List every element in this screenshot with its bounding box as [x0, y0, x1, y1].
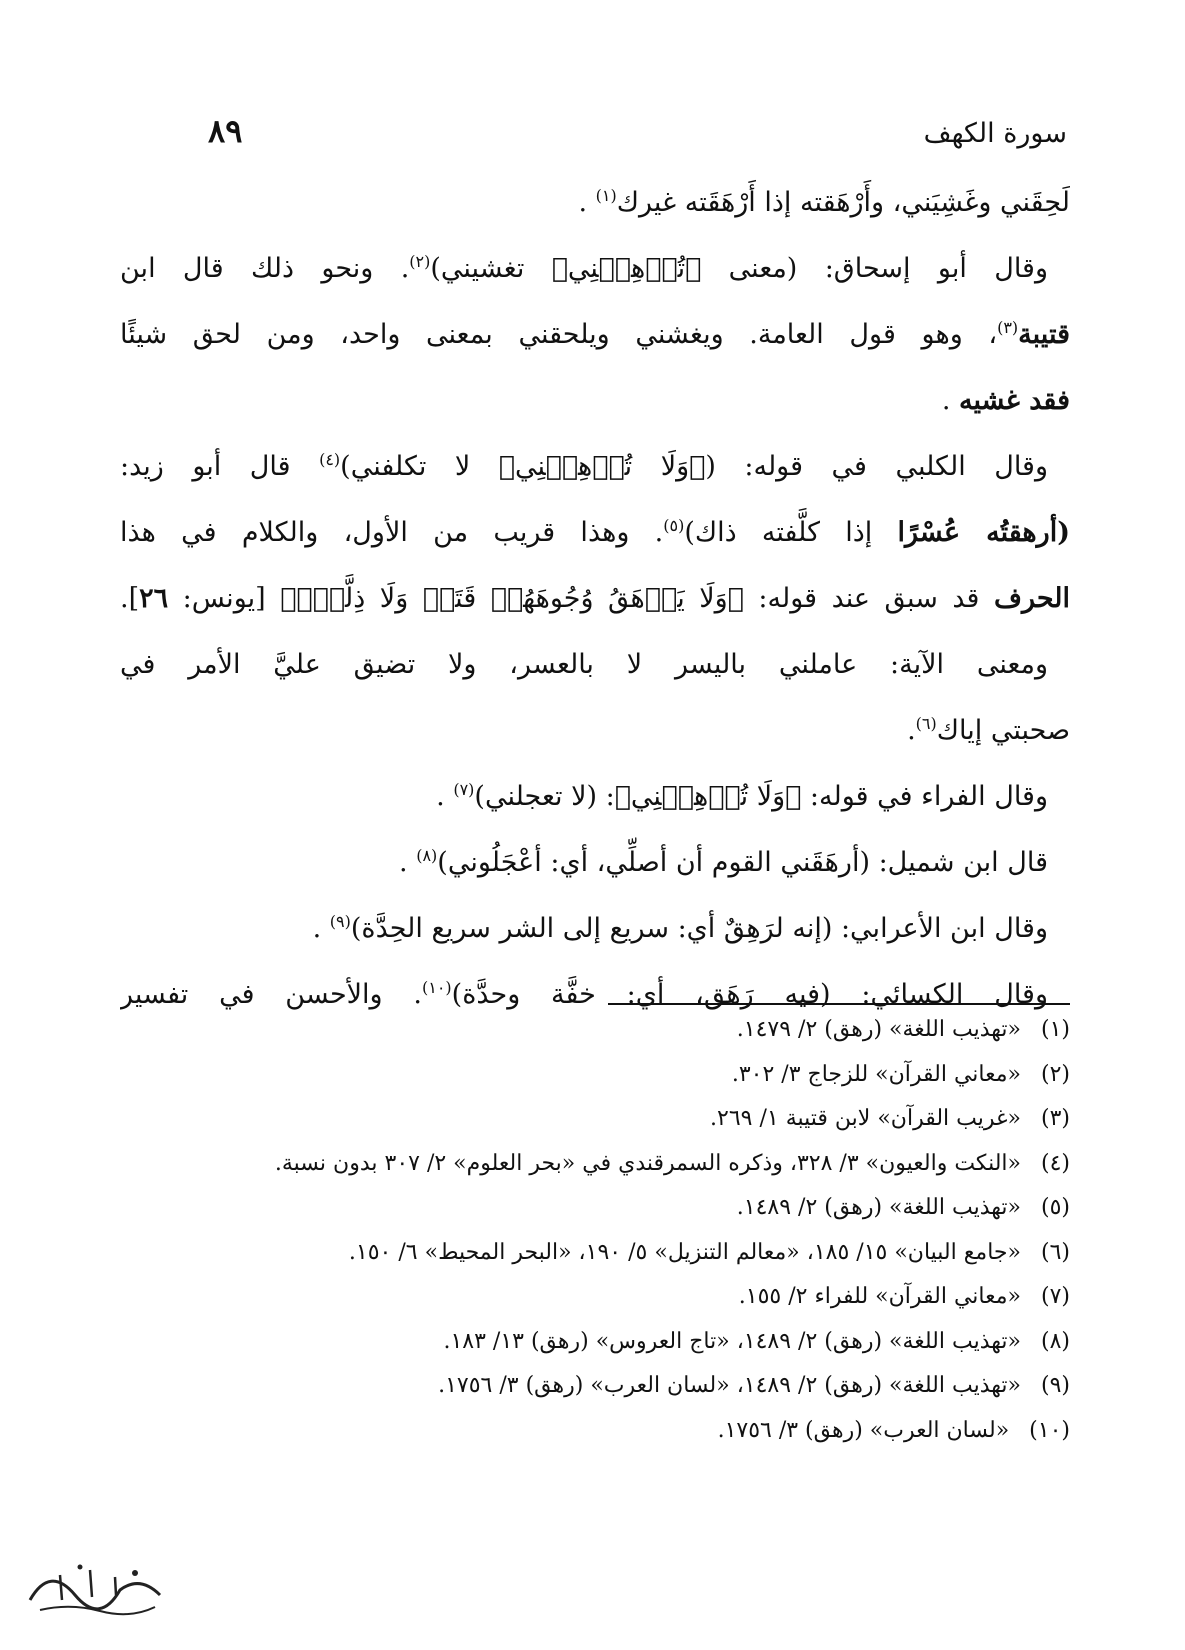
footnote-number: (١٠) — [1029, 1417, 1070, 1443]
footnote-text: «تهذيب اللغة» (رهق) ٢/ ١٤٨٩، «لسان العرب» (رهق) ٣/ ١٧٥٦. — [438, 1373, 1021, 1398]
text-line — [120, 500, 1070, 566]
text-span: . — [312, 913, 330, 944]
footnote-text: «معاني القرآن» للفراء ٢/ ١٥٥. — [738, 1284, 1021, 1309]
footnote-ref: (٢) — [409, 252, 431, 271]
footnote-number: (٩) — [1040, 1373, 1070, 1398]
footnote-text: «تهذيب اللغة» (رهق) ٢/ ١٤٨٩، «تاج العروس» (رهق) ١٣/ ١٨٣. — [443, 1328, 1021, 1354]
footnotes — [110, 1008, 1070, 1453]
footnote-text: «تهذيب اللغة» (رهق) ٢/ ١٤٧٩. — [736, 1017, 1021, 1042]
text-line — [120, 170, 1070, 236]
footnote-text: «النكت والعيون» ٣/ ٣٢٨، وذكره السمرقندي في «بحر العلوم» ٢/ ٣٠٧ بدون نسبة. — [274, 1150, 1021, 1176]
footnote-ref: (١) — [595, 186, 617, 205]
text-line — [120, 368, 1070, 434]
text-line — [120, 434, 1070, 500]
text-line — [120, 632, 1070, 698]
footnote-text: «جامع البيان» ١٥/ ١٨٥، «معالم التنزيل» ٥/ ١٩٠، «البحر المحيط» ٦/ ١٥٠. — [348, 1239, 1021, 1265]
footnote-text: «تهذيب اللغة» (رهق) ٢/ ١٤٨٩. — [736, 1195, 1021, 1220]
footnote-number: (٧) — [1040, 1284, 1070, 1309]
footnote-ref: (٤) — [319, 450, 341, 469]
text-span: ، وهو قول العامة. ويغشني ويلحقني بمعنى واحد، ومن لحق شيئًا — [120, 319, 998, 350]
footnote — [110, 1364, 1070, 1409]
footnote-divider — [608, 1003, 1070, 1005]
footnote — [110, 1186, 1070, 1231]
bold-text: قتيبة — [1018, 319, 1070, 350]
footnote — [110, 1320, 1070, 1365]
footnote-ref: (١٠) — [421, 978, 452, 997]
text-span: إذا كلَّفته ذاك) — [684, 517, 898, 548]
text-span: ]. — [120, 583, 140, 614]
text-line — [120, 698, 1070, 764]
footnote — [110, 1275, 1070, 1320]
text-span: وقال ابن الأعرابي: (إنه لرَهِقٌ أي: سريع إلى الشر سريع الحِدَّة) — [350, 913, 1048, 944]
surah-title: سورة الكهف — [923, 118, 1067, 149]
footnote-ref: (٧) — [453, 780, 475, 799]
footnote-ref: (٣) — [997, 318, 1019, 337]
footnote — [110, 1409, 1070, 1454]
footnote-number: (٤) — [1040, 1150, 1070, 1176]
footnote-number: (١) — [1040, 1017, 1070, 1042]
text-line — [120, 830, 1070, 896]
footnote-text: «غريب القرآن» لابن قتيبة ١/ ٢٦٩. — [710, 1106, 1021, 1131]
bold-text: الحرف — [993, 583, 1070, 614]
footnote-ref: (٥) — [663, 516, 685, 535]
footnote-text: «معاني القرآن» للزجاج ٣/ ٣٠٢. — [731, 1061, 1021, 1087]
text-span: . — [436, 781, 454, 812]
text-span: ومعنى الآية: عاملني باليسر لا بالعسر، ولا تضيق عليَّ الأمر في — [120, 649, 1048, 680]
text-span: . ونحو ذلك قال ابن — [120, 253, 410, 284]
footnote-ref: (٩) — [329, 912, 351, 931]
footnote-text: «لسان العرب» (رهق) ٣/ ١٧٥٦. — [717, 1417, 1010, 1443]
text-span: وقال الكسائي: (فيه رَهَق، أي: خفَّة وحدَّة) — [451, 979, 1048, 1010]
text-span: . — [941, 385, 960, 416]
text-span: . — [399, 847, 417, 878]
text-line — [120, 896, 1070, 962]
footnote-ref: (٨) — [416, 846, 438, 865]
bold-text: ٢٦ — [139, 583, 169, 614]
bold-text: فقد غشيه — [959, 385, 1070, 416]
text-span: . والأحسن في تفسير — [120, 979, 422, 1010]
main-text — [120, 170, 1070, 1028]
text-span: . — [907, 715, 916, 746]
text-span: وقال الفراء في قوله: ﴿وَلَا تُرۡهِقۡنِي﴾: (لا تعجلني) — [474, 781, 1048, 812]
text-span: . وهذا قريب من الأول، والكلام في هذا — [120, 517, 664, 548]
text-span: قال ابن شميل: (أرهَقَني القوم أن أصلِّي، أي: أعْجَلُوني) — [437, 847, 1048, 878]
footnote — [110, 1097, 1070, 1142]
footnote — [110, 1008, 1070, 1053]
text-span: صحبتي إياك — [936, 715, 1070, 746]
publisher-logo-watermark — [20, 1555, 170, 1625]
footnote — [110, 1053, 1070, 1098]
footnote — [110, 1231, 1070, 1276]
footnote-ref: (٦) — [915, 714, 937, 733]
bold-text: (أرهقتُه عُسْرًا — [897, 517, 1070, 548]
text-span: وقال الكلبي في قوله: (﴿وَلَا تُرۡهِقۡنِي﴾ لا تكلفني) — [340, 451, 1048, 482]
page-number: ٨٩ — [208, 112, 243, 150]
text-span: وقال أبو إسحاق: (معنى ﴿تُرۡهِقۡنِي﴾ تغشيني) — [430, 253, 1048, 284]
footnote-number: (٦) — [1040, 1239, 1070, 1265]
footnote-number: (٣) — [1040, 1106, 1070, 1131]
text-span: قد سبق عند قوله: ﴿وَلَا يَرۡهَقُ وُجُوهَهُمۡ قَتَرٞ وَلَا ذِلَّةٌۚ﴾ [يونس: — [168, 583, 994, 614]
footnote-number: (٥) — [1040, 1195, 1070, 1220]
text-span: . — [578, 187, 596, 218]
footnote-number: (٢) — [1040, 1061, 1070, 1087]
text-line — [120, 764, 1070, 830]
text-span: قال أبو زيد: — [120, 451, 320, 482]
text-line — [120, 302, 1070, 368]
text-span: لَحِقَني وغَشِيَني، وأَرْهَقته إذا أَرْهَقَته غيرك — [616, 187, 1070, 218]
footnote — [110, 1142, 1070, 1187]
text-line — [120, 566, 1070, 632]
footnote-number: (٨) — [1040, 1328, 1070, 1354]
text-line — [120, 236, 1070, 302]
